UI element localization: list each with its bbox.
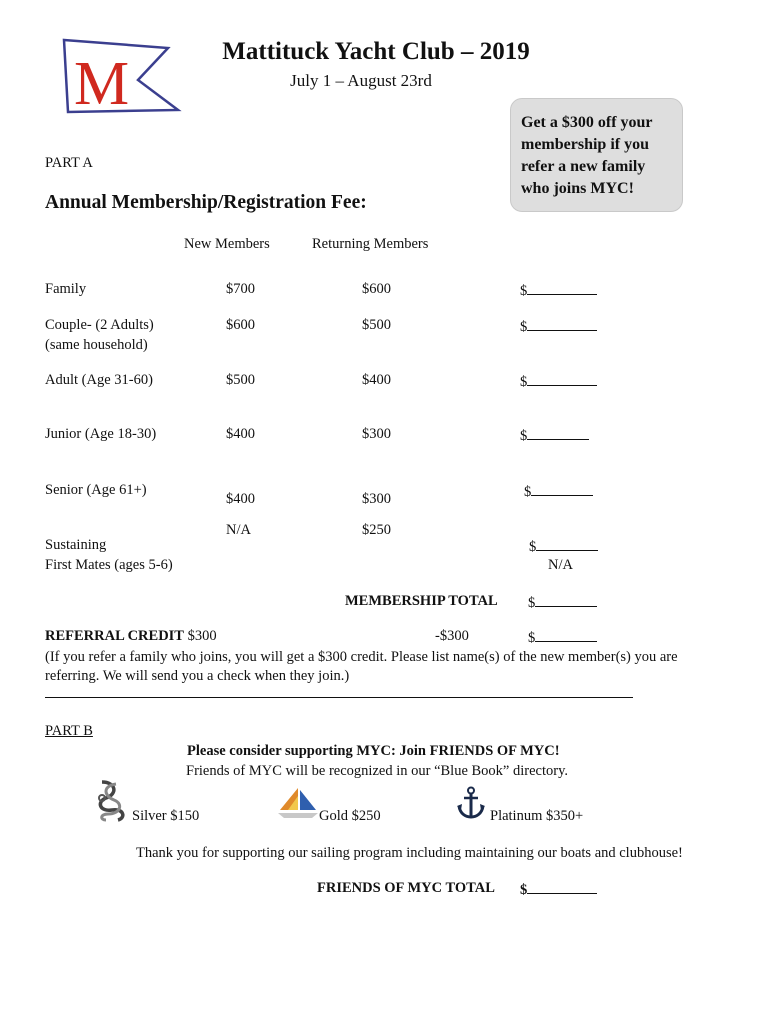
row-returning-senior: $300 bbox=[362, 491, 391, 507]
friends-total-label: FRIENDS OF MYC TOTAL bbox=[317, 880, 495, 896]
page-title: Mattituck Yacht Club – 2019 bbox=[222, 38, 530, 65]
row-returning-couple: $500 bbox=[362, 317, 391, 333]
friends-subheading: Friends of MYC will be recognized in our “Blue Book” directory. bbox=[186, 763, 569, 779]
page-subtitle: July 1 – August 23rd bbox=[290, 71, 432, 90]
row-new-adult: $500 bbox=[226, 372, 255, 388]
referral-credit-field[interactable]: $ bbox=[528, 628, 597, 647]
row-new-family: $700 bbox=[226, 281, 255, 297]
row-name-adult: Adult (Age 31-60) bbox=[45, 372, 153, 388]
referral-note-line-2: referring. We will send you a check when they join.) bbox=[45, 668, 350, 684]
part-a-label: PART A bbox=[45, 155, 93, 171]
row-name-couple-note: (same household) bbox=[45, 337, 148, 353]
anchor-icon bbox=[456, 786, 486, 820]
row-returning-junior: $300 bbox=[362, 426, 391, 442]
amount-field-senior[interactable]: $ bbox=[524, 482, 593, 501]
row-new-junior: $400 bbox=[226, 426, 255, 442]
row-returning-family: $600 bbox=[362, 281, 391, 297]
row-name-senior: Senior (Age 61+) bbox=[45, 482, 147, 498]
row-name-junior: Junior (Age 18-30) bbox=[45, 426, 157, 442]
amount-first-mates-na: N/A bbox=[548, 557, 573, 573]
rope-knot-icon bbox=[92, 778, 130, 822]
row-returning-adult: $400 bbox=[362, 372, 391, 388]
membership-total-field[interactable]: $ bbox=[528, 593, 597, 612]
col-header-returning: Returning Members bbox=[312, 236, 429, 252]
amount-field-junior[interactable]: $ bbox=[520, 426, 589, 445]
friends-total-field[interactable]: $ bbox=[520, 880, 597, 899]
friends-heading: Please consider supporting MYC: Join FRIENDS OF MYC! bbox=[187, 743, 560, 759]
amount-field-adult[interactable]: $ bbox=[520, 372, 597, 391]
referral-credit-label: REFERRAL CREDIT bbox=[45, 628, 184, 644]
row-new-couple: $600 bbox=[226, 317, 255, 333]
membership-fee-heading: Annual Membership/Registration Fee: bbox=[45, 192, 367, 213]
logo-letter: M bbox=[74, 50, 130, 118]
sailboat-icon bbox=[276, 786, 320, 820]
silver-level-label[interactable]: Silver $150 bbox=[132, 808, 200, 824]
referral-credit-line bbox=[45, 628, 217, 645]
referral-note-line-1: (If you refer a family who joins, you will get a $300 credit. Please list name(s) of the new member(s) you are bbox=[45, 649, 678, 665]
col-header-new: New Members bbox=[184, 236, 270, 252]
row-new-sustaining: N/A bbox=[226, 522, 251, 538]
row-new-senior: $400 bbox=[226, 491, 255, 507]
referral-credit-minus: -$300 bbox=[435, 628, 469, 644]
row-name-family: Family bbox=[45, 281, 87, 297]
part-b-label: PART B bbox=[45, 723, 93, 739]
referral-promo-box: Get a $300 off your membership if you refer a new family who joins MYC! bbox=[510, 98, 683, 212]
platinum-level-label[interactable]: Platinum $350+ bbox=[490, 808, 584, 824]
thank-you-note: Thank you for supporting our sailing program including maintaining our boats and clubhouse! bbox=[136, 845, 683, 861]
amount-field-couple[interactable]: $ bbox=[520, 317, 597, 336]
row-name-couple: Couple- (2 Adults) bbox=[45, 317, 154, 333]
membership-total-label: MEMBERSHIP TOTAL bbox=[345, 593, 498, 609]
amount-field-sustaining[interactable]: $ bbox=[529, 537, 598, 556]
referral-credit-value: $300 bbox=[187, 628, 217, 644]
row-name-sustaining: Sustaining bbox=[45, 537, 107, 553]
row-returning-sustaining: $250 bbox=[362, 522, 391, 538]
row-name-first-mates: First Mates (ages 5-6) bbox=[45, 557, 173, 573]
gold-level-label[interactable]: Gold $250 bbox=[319, 808, 381, 824]
amount-field-family[interactable]: $ bbox=[520, 281, 597, 300]
referral-names-field[interactable] bbox=[45, 697, 633, 698]
